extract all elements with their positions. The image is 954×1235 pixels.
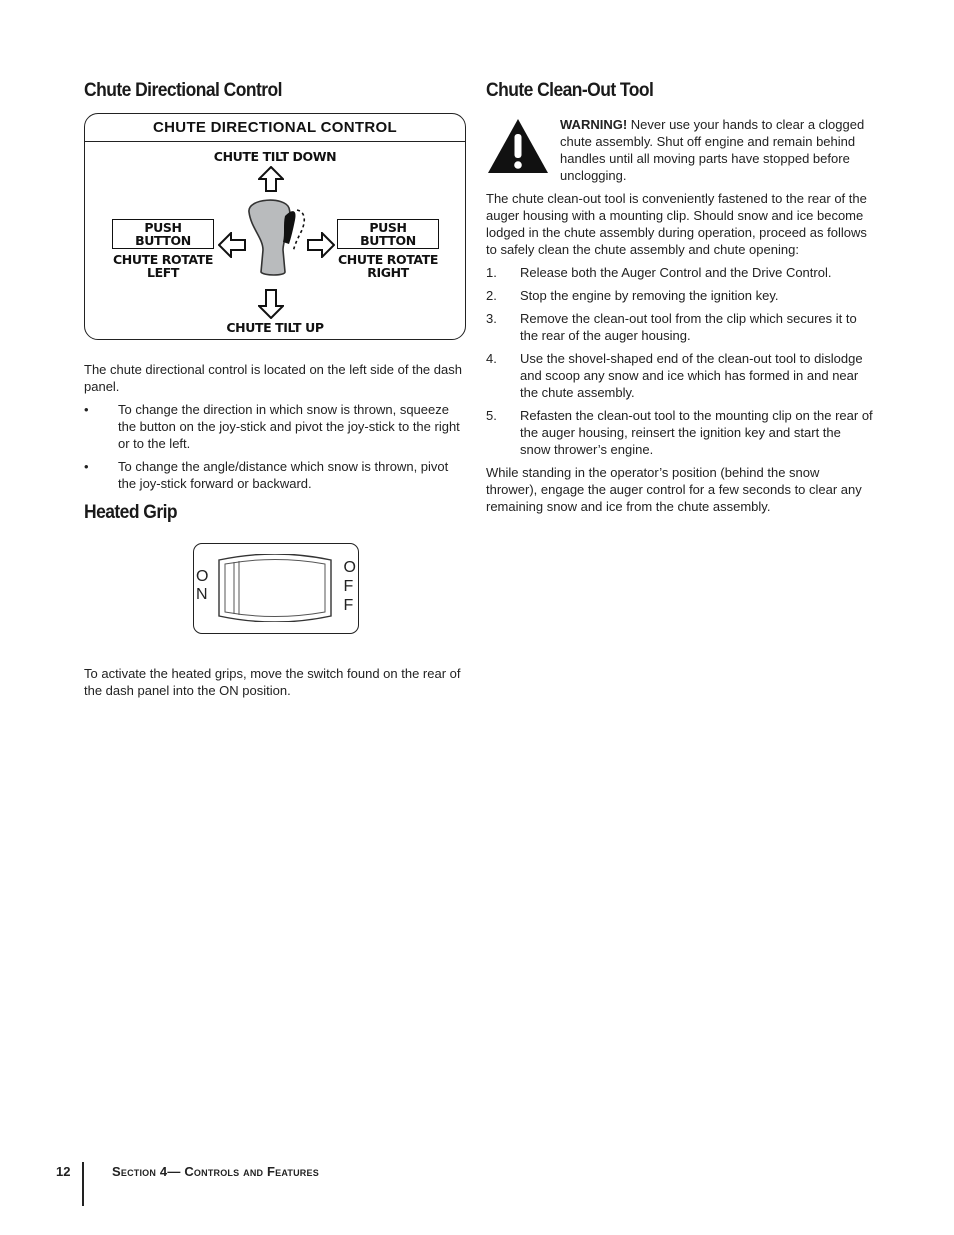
warning-text: Never use your hands to clear a clogged chute assembly. Shut off engine and remain behind handles until all moving parts have stopped before unclogging. xyxy=(560,117,865,183)
right-arrow-icon xyxy=(307,232,335,258)
list-item xyxy=(486,287,874,304)
warning-block xyxy=(486,116,874,184)
step-number: 3. xyxy=(486,311,497,326)
right-rotate-line1: CHUTE ROTATE xyxy=(338,252,438,267)
left-rotate-label xyxy=(112,219,214,279)
footer-divider xyxy=(82,1162,84,1206)
joystick-icon xyxy=(237,194,317,290)
bullet-mark: • xyxy=(84,402,89,417)
bullet-text: To change the angle/distance which snow is thrown, pivot the joy-stick forward or backward. xyxy=(118,459,449,491)
list-item xyxy=(486,264,874,281)
step-text: Refasten the clean-out tool to the mounting clip on the rear of the auger housing, reinsert the ignition key and start the snow thrower’s engine. xyxy=(520,408,873,457)
bullet-mark: • xyxy=(84,459,89,474)
down-arrow-icon xyxy=(258,289,284,319)
directional-text-block xyxy=(84,361,464,498)
left-rotate-line2: LEFT xyxy=(147,265,179,280)
chute-directional-heading: Chute Directional Control xyxy=(84,80,282,101)
switch-off-char: F xyxy=(343,578,354,595)
heated-grip-heading: Heated Grip xyxy=(84,502,178,523)
switch-on-label xyxy=(196,568,208,604)
right-column xyxy=(486,80,874,514)
step-text: Release both the Auger Control and the Drive Control. xyxy=(520,265,832,280)
switch-on-char: O xyxy=(196,568,209,585)
step-text: Remove the clean-out tool from the clip which secures it to the rear of the auger housing. xyxy=(520,311,857,343)
right-rotate-label xyxy=(337,219,439,279)
chute-directional-diagram xyxy=(84,113,466,340)
warning-triangle-icon xyxy=(486,117,550,175)
warning-label: WARNING! xyxy=(560,117,628,132)
directional-body: The chute directional control is located on the left side of the dash panel. xyxy=(84,362,462,394)
clean-out-text-block xyxy=(486,190,874,515)
left-arrow-icon xyxy=(218,232,246,258)
list-item xyxy=(486,350,874,401)
left-push-button-label: PUSH BUTTON xyxy=(112,219,214,249)
page-number: 12 xyxy=(56,1164,71,1179)
heated-grip-body: To activate the heated grips, move the switch found on the rear of the dash panel into the ON position. xyxy=(84,666,461,698)
switch-off-label xyxy=(344,558,356,615)
switch-on-char: N xyxy=(196,586,208,603)
heated-grip-switch xyxy=(193,543,359,634)
up-arrow-icon xyxy=(258,166,284,192)
tilt-up-label: CHUTE TILT UP xyxy=(226,320,324,335)
rocker-switch-icon xyxy=(213,554,337,622)
step-number: 4. xyxy=(486,351,497,366)
step-text: Use the shovel-shaped end of the clean-out tool to dislodge and scoop any snow and ice which has formed in and near the chute assembly. xyxy=(520,351,863,400)
switch-off-char: F xyxy=(343,597,354,614)
left-column xyxy=(84,80,464,698)
diagram-title: CHUTE DIRECTIONAL CONTROL xyxy=(153,119,397,136)
list-item xyxy=(84,458,464,492)
clean-out-intro: The chute clean-out tool is conveniently fastened to the rear of the auger housing with a mounting clip. Should snow and ice become lodged in the chute assembly during operation, proceed as follows to safely clean the chute assembly and chute opening: xyxy=(486,191,867,257)
step-number: 1. xyxy=(486,265,497,280)
section-title: Section 4— Controls and Features xyxy=(112,1164,319,1179)
clean-out-heading: Chute Clean-Out Tool xyxy=(486,80,654,101)
directional-bullets xyxy=(84,401,464,492)
list-item xyxy=(84,401,464,452)
list-item xyxy=(486,407,874,458)
warning-paragraph xyxy=(560,116,874,184)
step-number: 2. xyxy=(486,288,497,303)
right-rotate-line2: RIGHT xyxy=(367,265,409,280)
right-push-button-label: PUSH BUTTON xyxy=(337,219,439,249)
diagram-divider xyxy=(85,141,465,142)
switch-off-char: O xyxy=(343,559,356,576)
list-item xyxy=(486,310,874,344)
clean-out-steps xyxy=(486,264,874,458)
tilt-down-label: CHUTE TILT DOWN xyxy=(213,149,337,164)
bullet-text: To change the direction in which snow is thrown, squeeze the button on the joy-stick and pivot the joy-stick to the right or to the left. xyxy=(118,402,460,451)
clean-out-closing: While standing in the operator’s position (behind the snow thrower), engage the auger control for a few seconds to clear any remaining snow and ice from the chute assembly. xyxy=(486,465,862,514)
left-rotate-line1: CHUTE ROTATE xyxy=(113,252,213,267)
step-text: Stop the engine by removing the ignition key. xyxy=(520,288,779,303)
step-number: 5. xyxy=(486,408,497,423)
